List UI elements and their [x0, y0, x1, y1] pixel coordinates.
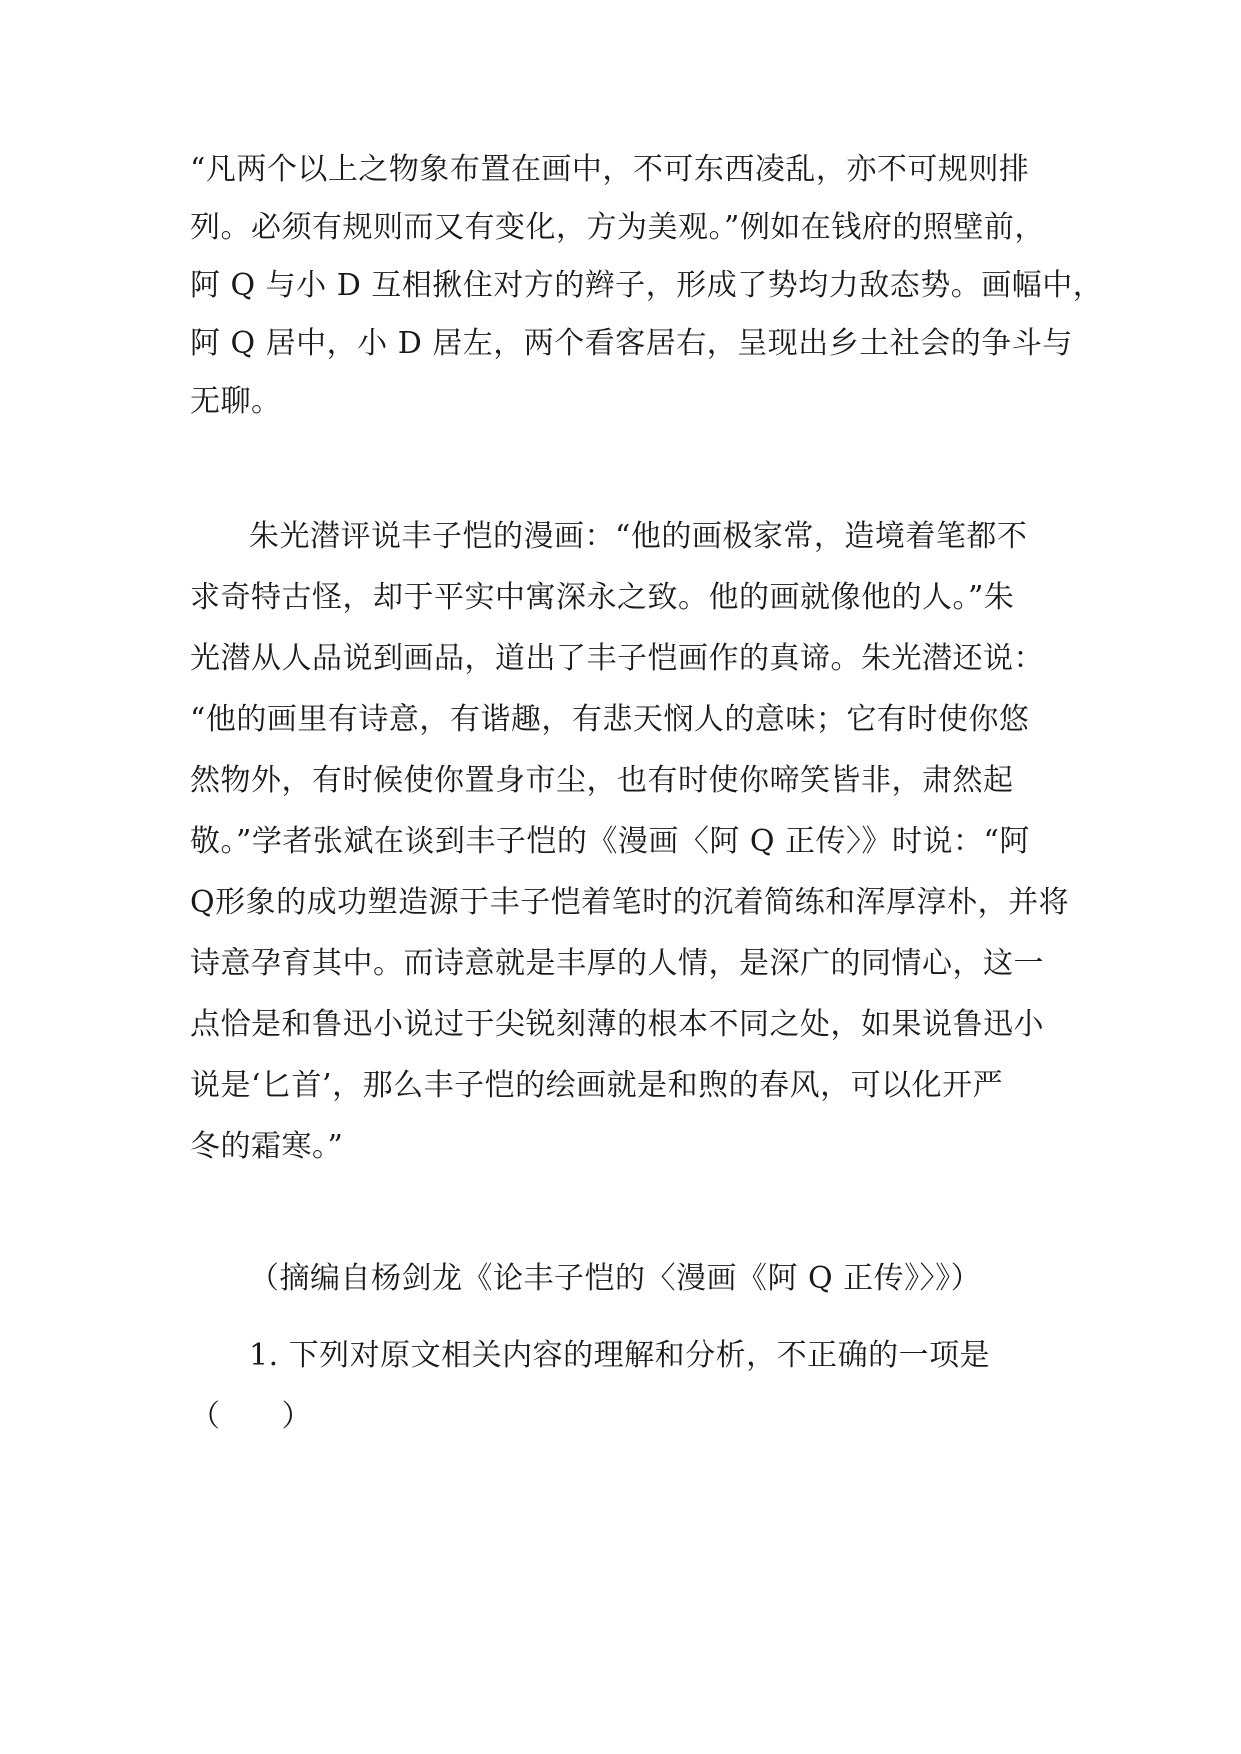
- question-answer-blank: （ ）: [190, 1399, 312, 1434]
- paragraph-2-line-3: 光潜从人品说到画品，道出了丰子恺画作的真谛。朱光潜还说：: [190, 641, 1044, 676]
- question-stem: 1. 下列对原文相关内容的理解和分析，不正确的一项是: [249, 1338, 991, 1373]
- paragraph-1-line-3: 阿 Q 与小 D 互相揪住对方的辫子，形成了势均力敌态势。画幅中，: [190, 268, 1104, 303]
- paragraph-2-line-6: 敬。”学者张斌在谈到丰子恺的《漫画〈阿 Q 正传〉》时说：“阿: [190, 824, 1030, 859]
- paragraph-2-line-5: 然物外，有时候使你置身市尘，也有时使你啼笑皆非，肃然起: [190, 763, 1014, 798]
- paragraph-2-line-8: 诗意孕育其中。而诗意就是丰厚的人情，是深广的同情心，这一: [190, 946, 1044, 981]
- paragraph-2-line-10: 说是‘匕首’，那么丰子恺的绘画就是和煦的春风，可以化开严: [190, 1068, 1004, 1103]
- paragraph-2-line-9: 点恰是和鲁迅小说过于尖锐刻薄的根本不同之处，如果说鲁迅小: [190, 1007, 1044, 1042]
- paragraph-2-line-7: Q形象的成功塑造源于丰子恺着笔时的沉着简练和浑厚淳朴，并将: [190, 885, 1070, 920]
- paragraph-1-line-1: “凡两个以上之物象布置在画中，不可东西凌乱，亦不可规则排: [190, 152, 1030, 187]
- paragraph-2-line-1: 朱光潜评说丰子恺的漫画：“他的画极家常，造境着笔都不: [249, 519, 1028, 554]
- paragraph-1-line-2: 列。必须有规则而又有变化，方为美观。”例如在钱府的照壁前，: [190, 210, 1045, 245]
- paragraph-1-line-5: 无聊。: [190, 384, 282, 419]
- source-attribution: （摘编自杨剑龙《论丰子恺的〈漫画《阿 Q 正传》〉》）: [249, 1261, 982, 1296]
- paragraph-1-line-4: 阿 Q 居中，小 D 居左，两个看客居右，呈现出乡土社会的争斗与: [190, 326, 1073, 361]
- paragraph-2-line-11: 冬的霜寒。”: [190, 1129, 344, 1164]
- paragraph-2-line-2: 求奇特古怪，却于平实中寓深永之致。他的画就像他的人。”朱: [190, 580, 1015, 615]
- paragraph-2-line-4: “他的画里有诗意，有谐趣，有悲天悯人的意味；它有时使你悠: [190, 702, 1030, 737]
